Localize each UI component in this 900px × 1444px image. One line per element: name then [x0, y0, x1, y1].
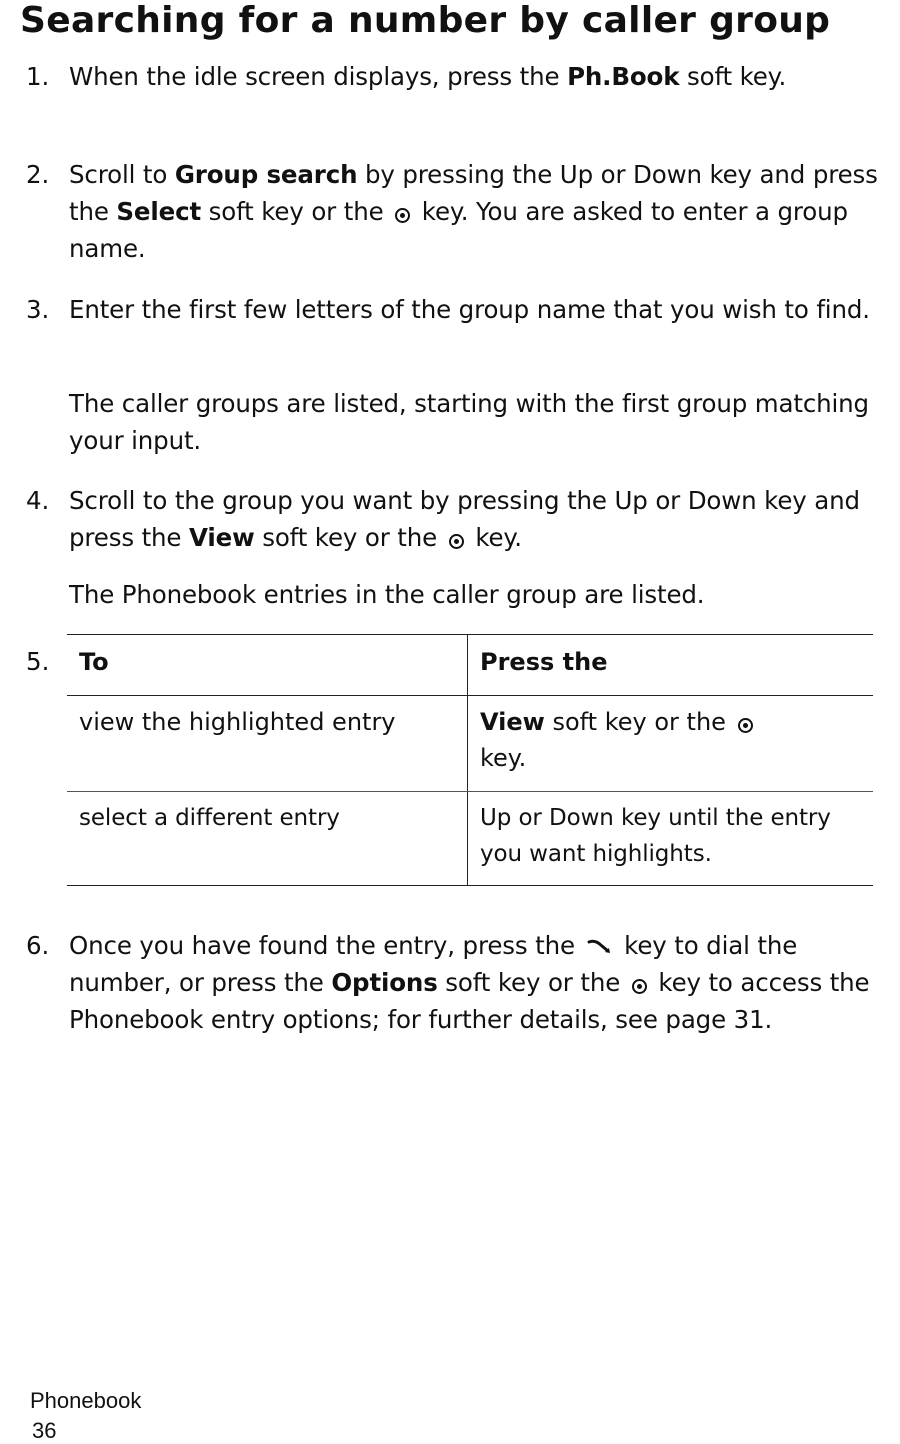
- step-6: [26, 927, 900, 1038]
- step-text: Scroll to the group you want by pressing the Up or Down key and press the View soft key or the key.: [69, 486, 860, 552]
- column-header-press: Press the: [468, 635, 874, 696]
- step-3: [26, 291, 900, 328]
- ok-key-icon: [738, 718, 753, 733]
- step-number: 2.: [26, 160, 50, 189]
- select-key-label: Select: [116, 197, 202, 226]
- step-number: 4.: [26, 486, 50, 515]
- step-2: [26, 156, 900, 267]
- table-row: [67, 792, 873, 886]
- step-text: Enter the first few letters of the group name that you wish to find.: [69, 295, 870, 324]
- table-row: [67, 696, 873, 792]
- footer-section-name: Phonebook: [30, 1388, 142, 1413]
- table-cell-action: select a different entry: [67, 792, 468, 886]
- send-key-icon: [586, 936, 614, 956]
- page-title: Searching for a number by caller group: [20, 0, 831, 41]
- step-number: 3.: [26, 295, 50, 324]
- ok-key-icon: [449, 534, 464, 549]
- step-number: 1.: [26, 62, 50, 91]
- step-5-number: 5.: [26, 647, 50, 676]
- table-cell-press: View soft key or the key.: [468, 696, 874, 792]
- step-number: 6.: [26, 931, 50, 960]
- options-key-label: Options: [331, 968, 438, 997]
- step-1: [26, 58, 900, 95]
- step-3-note: The caller groups are listed, starting with the first group matching your input.: [69, 389, 869, 455]
- footer-page-number: 36: [32, 1418, 57, 1443]
- ph-book-key-label: Ph.Book: [567, 62, 680, 91]
- group-search-label: Group search: [174, 160, 358, 189]
- view-key-label: View: [188, 523, 255, 552]
- options-table: [67, 634, 873, 886]
- step-4-note: The Phonebook entries in the caller group are listed.: [69, 580, 705, 609]
- step-text: Once you have found the entry, press the key to dial the number, or press the Options soft key or the key to access the Phonebook entry options; for further details, see page 31.: [69, 931, 870, 1034]
- table-cell-press: Up or Down key until the entry you want highlights.: [468, 792, 874, 886]
- step-text: Scroll to Group search by pressing the Up or Down key and press the Select soft key or the key. You are asked to enter a group name.: [69, 160, 878, 263]
- step-text: When the idle screen displays, press the Ph.Book soft key.: [69, 62, 787, 91]
- column-header-to: To: [67, 635, 468, 696]
- ok-key-icon: [632, 979, 647, 994]
- step-4: [26, 482, 900, 556]
- ok-key-icon: [395, 208, 410, 223]
- table-cell-action: view the highlighted entry: [67, 696, 468, 792]
- table-header-row: [67, 635, 873, 696]
